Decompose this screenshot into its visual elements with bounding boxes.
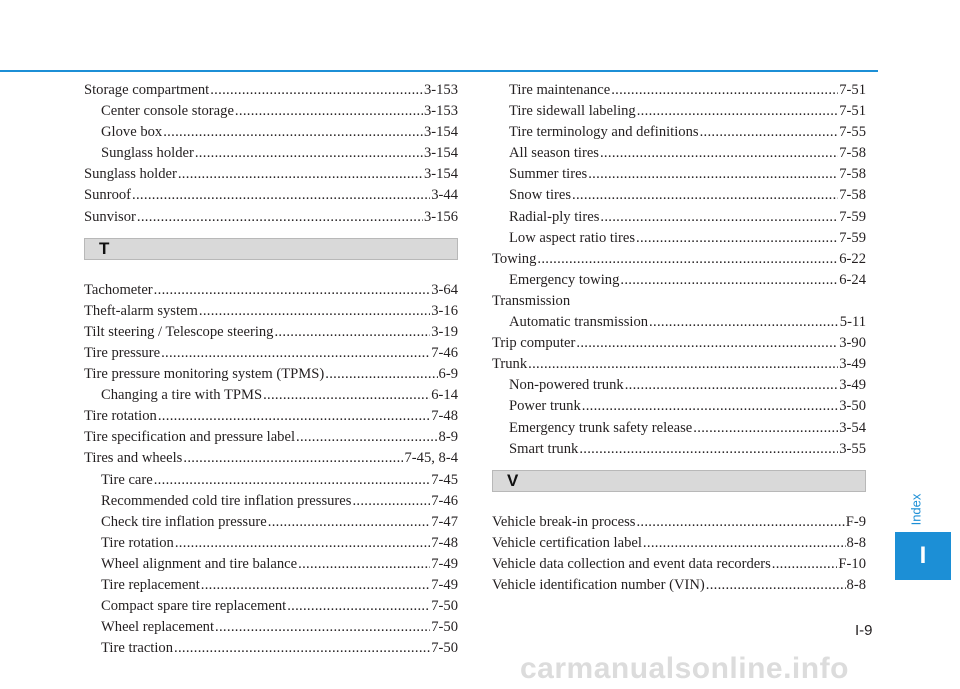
index-entry-page: F-9 [845,513,866,530]
index-entry-label: Tire pressure monitoring system (TPMS) [84,366,325,383]
index-entry [492,512,866,533]
index-entry [84,427,458,448]
dot-leader [183,448,403,469]
dot-leader [158,406,430,427]
index-group-v [492,512,866,596]
index-entry-label: Compact spare tire replacement [101,598,287,615]
index-entry-page: 3-49 [839,377,866,394]
index-entry-page: 6-14 [431,387,458,404]
index-entry-page: 3-49 [839,356,866,373]
index-entry-page: 5-11 [839,314,866,331]
index-entry-page: 3-154 [423,145,458,162]
index-entry-page: 3-54 [839,419,866,436]
index-entry-label: Wheel alignment and tire balance [101,555,298,572]
index-entry-page: 7-50 [431,598,458,615]
index-entry [492,143,866,164]
index-entry-page: 8-9 [438,429,458,446]
index-entry-label: Vehicle break-in process [492,513,636,530]
index-entry-label: Theft-alarm system [84,302,198,319]
index-entry [492,375,866,396]
index-entry-label: Changing a tire with TPMS [101,387,263,404]
index-entry-page: 3-153 [423,82,458,98]
dot-leader [706,575,846,596]
index-entry-label: Sunvisor [84,208,136,225]
dot-leader [137,207,423,228]
index-group-s [84,80,458,228]
index-entry [84,491,458,512]
index-entry-page: 3-44 [431,187,458,204]
index-entry [84,617,458,638]
index-entry-label: Sunglass holder [84,166,177,183]
index-entry-label: Check tire inflation pressure [101,513,267,530]
dot-leader [576,333,838,354]
dot-leader [298,554,430,575]
index-entry [84,448,458,469]
dot-leader [528,354,838,375]
index-entry-label: Vehicle data collection and event data recorders [492,555,771,572]
index-entry [84,575,458,596]
top-rule [0,70,878,72]
dot-leader [154,280,431,301]
index-entry-label: Wheel replacement [101,619,215,636]
dot-leader [132,185,430,206]
dot-leader [649,312,839,333]
index-entry-label: Tire pressure [84,344,161,361]
dot-leader [161,343,430,364]
index-entry [84,385,458,406]
index-entry-label: Tire specification and pressure label [84,429,296,446]
index-entry-label: Sunglass holder [101,145,194,162]
index-entry [492,312,866,333]
index-entry-page: 3-64 [431,281,458,298]
index-entry-label: Glove box [101,124,163,141]
index-entry [84,80,458,101]
index-entry-page: 7-46 [431,492,458,509]
index-entry-label: Tire sidewall labeling [509,103,636,120]
index-entry-page: 3-154 [423,166,458,183]
index-entry [492,207,866,228]
index-entry [84,280,458,301]
dot-leader [325,364,437,385]
index-entry [84,533,458,554]
index-entry-page: F-10 [838,555,866,572]
index-entry-page: 8-8 [846,576,866,593]
index-column-left [84,80,458,659]
index-entry-page: 8-8 [846,534,866,551]
index-entry [84,638,458,659]
index-entry-label: Trip computer [492,335,576,352]
index-entry-label: Tilt steering / Telescope steering [84,323,274,340]
dot-leader [175,533,430,554]
dot-leader [636,512,844,533]
index-entry [84,364,458,385]
index-entry [492,249,866,270]
index-entry-label: Automatic transmission [509,314,649,331]
index-entry-label: Vehicle identification number (VIN) [492,576,705,593]
index-entry [84,301,458,322]
index-entry [492,270,866,291]
index-entry-label: Power trunk [509,398,581,415]
index-entry [84,164,458,185]
index-entry-page: 3-50 [839,398,866,415]
dot-leader [235,101,423,122]
dot-leader [210,80,423,101]
dot-leader [178,164,423,185]
index-entry [492,164,866,185]
watermark: carmanualsonline.info [520,652,849,685]
dot-leader [154,470,431,491]
index-entry-label: Tire maintenance [509,82,611,98]
dot-leader [215,617,430,638]
index-entry-page: 7-50 [431,640,458,657]
dot-leader [693,418,838,439]
index-entry [84,406,458,427]
index-entry [84,343,458,364]
index-entry-page: 7-59 [839,229,866,246]
page-number: I-9 [855,622,873,639]
dot-leader [572,185,838,206]
index-entry [492,439,866,460]
dot-leader [620,270,838,291]
dot-leader [263,385,430,406]
index-entry [492,575,866,596]
index-entry-label: All season tires [509,145,599,162]
index-entry [492,354,866,375]
index-entry-page: 6-9 [438,366,458,383]
index-entry [492,185,866,206]
index-entry-page: 6-22 [839,250,866,267]
index-entry-page: 3-90 [839,335,866,352]
index-entry [84,185,458,206]
dot-leader [700,122,839,143]
dot-leader [582,396,838,417]
index-entry [492,396,866,417]
index-entry [492,80,866,101]
index-entry-page: 7-45, 8-4 [404,450,458,467]
dot-leader [600,143,838,164]
dot-leader [174,638,430,659]
index-entry-page: 7-59 [839,208,866,225]
index-entry [492,418,866,439]
dot-leader [287,596,430,617]
index-entry-page: 7-55 [839,124,866,141]
index-entry-label: Non-powered trunk [509,377,624,394]
index-entry-label: Radial-ply tires [509,208,600,225]
index-entry-label: Tire care [101,471,153,488]
index-entry-label: Tire replacement [101,576,200,593]
index-entry-page: 7-58 [839,187,866,204]
index-entry-page: 3-153 [423,103,458,120]
index-entry [492,101,866,122]
index-entry-label: Emergency trunk safety release [509,419,693,436]
dot-leader [199,301,430,322]
index-entry-label: Trunk [492,356,528,373]
index-entry-label: Towing [492,250,537,267]
dot-leader [579,439,838,460]
index-entry [84,207,458,228]
index-entry [84,322,458,343]
index-entry-label: Low aspect ratio tires [509,229,636,246]
letter-header-t: T [84,238,458,260]
index-entry-label: Emergency towing [509,271,620,288]
dot-leader [637,101,839,122]
index-entry-page: 7-46 [431,344,458,361]
index-entry-page: 3-16 [431,302,458,319]
dot-leader [636,228,838,249]
index-entry [84,554,458,575]
dot-leader [274,322,430,343]
index-entry-label: Transmission [492,292,571,309]
index-entry-page: 7-49 [431,555,458,572]
sidebar-letter-tab: I [895,532,951,580]
index-entry-label: Vehicle certification label [492,534,642,551]
index-entry-page: 6-24 [839,271,866,288]
index-group-t-continued [492,80,866,460]
index-entry-page: 7-51 [839,103,866,120]
index-entry-page: 7-51 [839,82,866,98]
index-entry [84,596,458,617]
dot-leader [268,512,430,533]
index-entry-page: 3-55 [839,440,866,457]
index-entry-page: 7-48 [431,534,458,551]
index-entry [492,554,866,575]
sidebar-index-label: Index [908,493,924,525]
index-entry-label: Sunroof [84,187,132,204]
dot-leader [643,533,846,554]
dot-leader [600,207,838,228]
dot-leader [625,375,839,396]
dot-leader [588,164,838,185]
index-entry-page: 3-154 [423,124,458,141]
index-entry-label: Tire rotation [101,534,174,551]
index-entry-page: 3-19 [431,323,458,340]
dot-leader [195,143,423,164]
index-entry-label: Recommended cold tire inflation pressures [101,492,352,509]
index-entry-page: 7-50 [431,619,458,636]
index-entry [492,228,866,249]
index-entry-page: 7-58 [839,166,866,183]
index-entry-label: Summer tires [509,166,588,183]
index-entry-page: 7-45 [431,471,458,488]
index-entry-label: Center console storage [101,103,234,120]
dot-leader [352,491,430,512]
letter-header-v: V [492,470,866,492]
index-entry-label: Tire rotation [84,408,157,425]
index-entry [492,533,866,554]
dot-leader [296,427,438,448]
index-entry-label: Tires and wheels [84,450,183,467]
dot-leader [537,249,838,270]
dot-leader [772,554,838,575]
dot-leader [611,80,838,101]
index-column-right [492,80,866,596]
index-group-t [84,280,458,660]
dot-leader [163,122,423,143]
dot-leader [201,575,430,596]
index-entry-label: Smart trunk [509,440,579,457]
index-entry-label: Snow tires [509,187,572,204]
index-entry-label: Tire traction [101,640,174,657]
index-entry [84,143,458,164]
index-entry [492,333,866,354]
index-entry [84,470,458,491]
index-entry-page: 7-47 [431,513,458,530]
index-entry [492,122,866,143]
index-entry-page: 7-48 [431,408,458,425]
index-entry-label: Tire terminology and definitions [509,124,699,141]
index-entry-page: 7-49 [431,576,458,593]
index-entry-label: Storage compartment [84,82,210,98]
index-entry-page: 7-58 [839,145,866,162]
index-entry [492,291,866,312]
index-entry-label: Tachometer [84,281,153,298]
index-entry [84,122,458,143]
index-entry-page: 3-156 [423,208,458,225]
index-entry [84,512,458,533]
index-entry [84,101,458,122]
